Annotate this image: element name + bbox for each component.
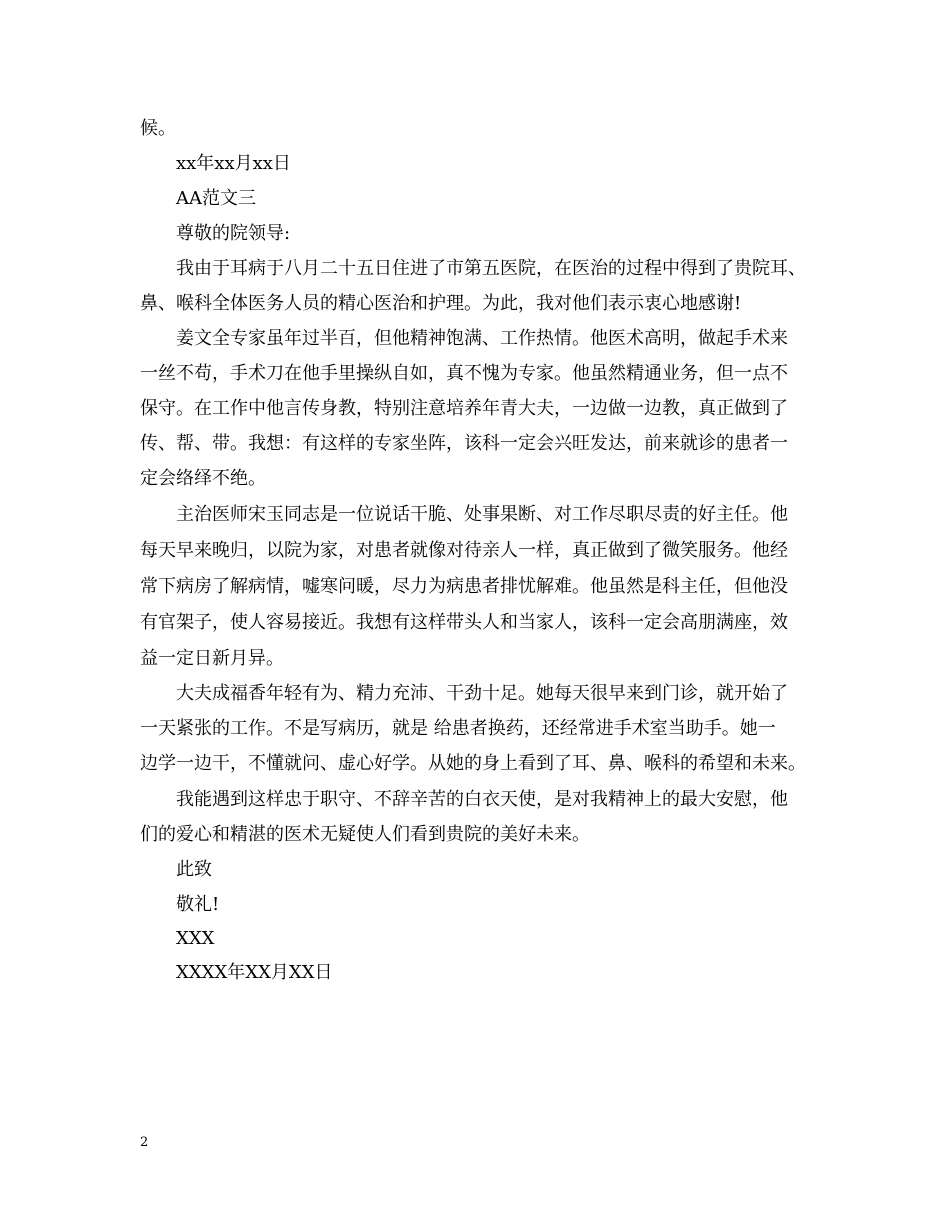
paragraph-line: 定会络绎不绝。 (140, 468, 266, 489)
paragraph-line: 我能遇到这样忠于职守、不辞辛苦的白衣天使，是对我精神上的最大安慰，他 (176, 789, 788, 810)
paragraph-line: 我由于耳病于八月二十五日住进了市第五医院，在医治的过程中得到了贵院耳、 (176, 258, 806, 279)
text-line: 候。 (140, 118, 176, 139)
paragraph-line: 传、帮、带。我想：有这样的专家坐阵，该科一定会兴旺发达，前来就诊的患者一 (140, 433, 788, 454)
paragraph-line: 边学一边干，不懂就问、虚心好学。从她的身上看到了耳、鼻、喉科的希望和未来。 (140, 753, 806, 774)
date-line: xx年xx月xx日 (176, 153, 291, 174)
section-heading: AA范文三 (176, 188, 256, 209)
paragraph-line: 鼻、喉科全体医务人员的精心医治和护理。为此，我对他们表示衷心地感谢! (140, 293, 742, 314)
page-number: 2 (140, 1135, 149, 1150)
closing-salute: 敬礼! (176, 894, 220, 915)
paragraph-line: 常下病房了解病情，嘘寒问暖，尽力为病患者排忧解难。他虽然是科主任，但他没 (140, 576, 788, 597)
paragraph-line: 一天紧张的工作。不是写病历，就是 给患者换药，还经常进手术室当助手。她一 (140, 718, 776, 739)
paragraph-line: 每天早来晚归，以院为家，对患者就像对待亲人一样，真正做到了微笑服务。他经 (140, 540, 788, 561)
paragraph-line: 益一定日新月异。 (140, 648, 284, 669)
signature-date: XXXX年XX月XX日 (176, 962, 333, 983)
paragraph-line: 保守。在工作中他言传身教，特别注意培养年青大夫，一边做一边教，真正做到了 (140, 398, 788, 419)
paragraph-line: 有官架子，使人容易接近。我想有这样带头人和当家人，该科一定会高朋满座，效 (140, 612, 788, 633)
paragraph-line: 们的爱心和精湛的医术无疑使人们看到贵院的美好未来。 (140, 824, 590, 845)
paragraph-line: 姜文全专家虽年过半百，但他精神饱满、工作热情。他医术高明，做起手术来 (176, 328, 788, 349)
paragraph-line: 大夫成福香年轻有为、精力充沛、干劲十足。她每天很早来到门诊，就开始了 (176, 683, 788, 704)
paragraph-line: 一丝不苟，手术刀在他手里操纵自如，真不愧为专家。他虽然精通业务，但一点不 (140, 363, 788, 384)
salutation: 尊敬的院领导: (176, 223, 291, 244)
paragraph-line: 主治医师宋玉同志是一位说话干脆、处事果断、对工作尽职尽责的好主任。他 (176, 504, 788, 525)
closing-line: 此致 (176, 859, 212, 880)
signature: XXX (176, 928, 215, 949)
